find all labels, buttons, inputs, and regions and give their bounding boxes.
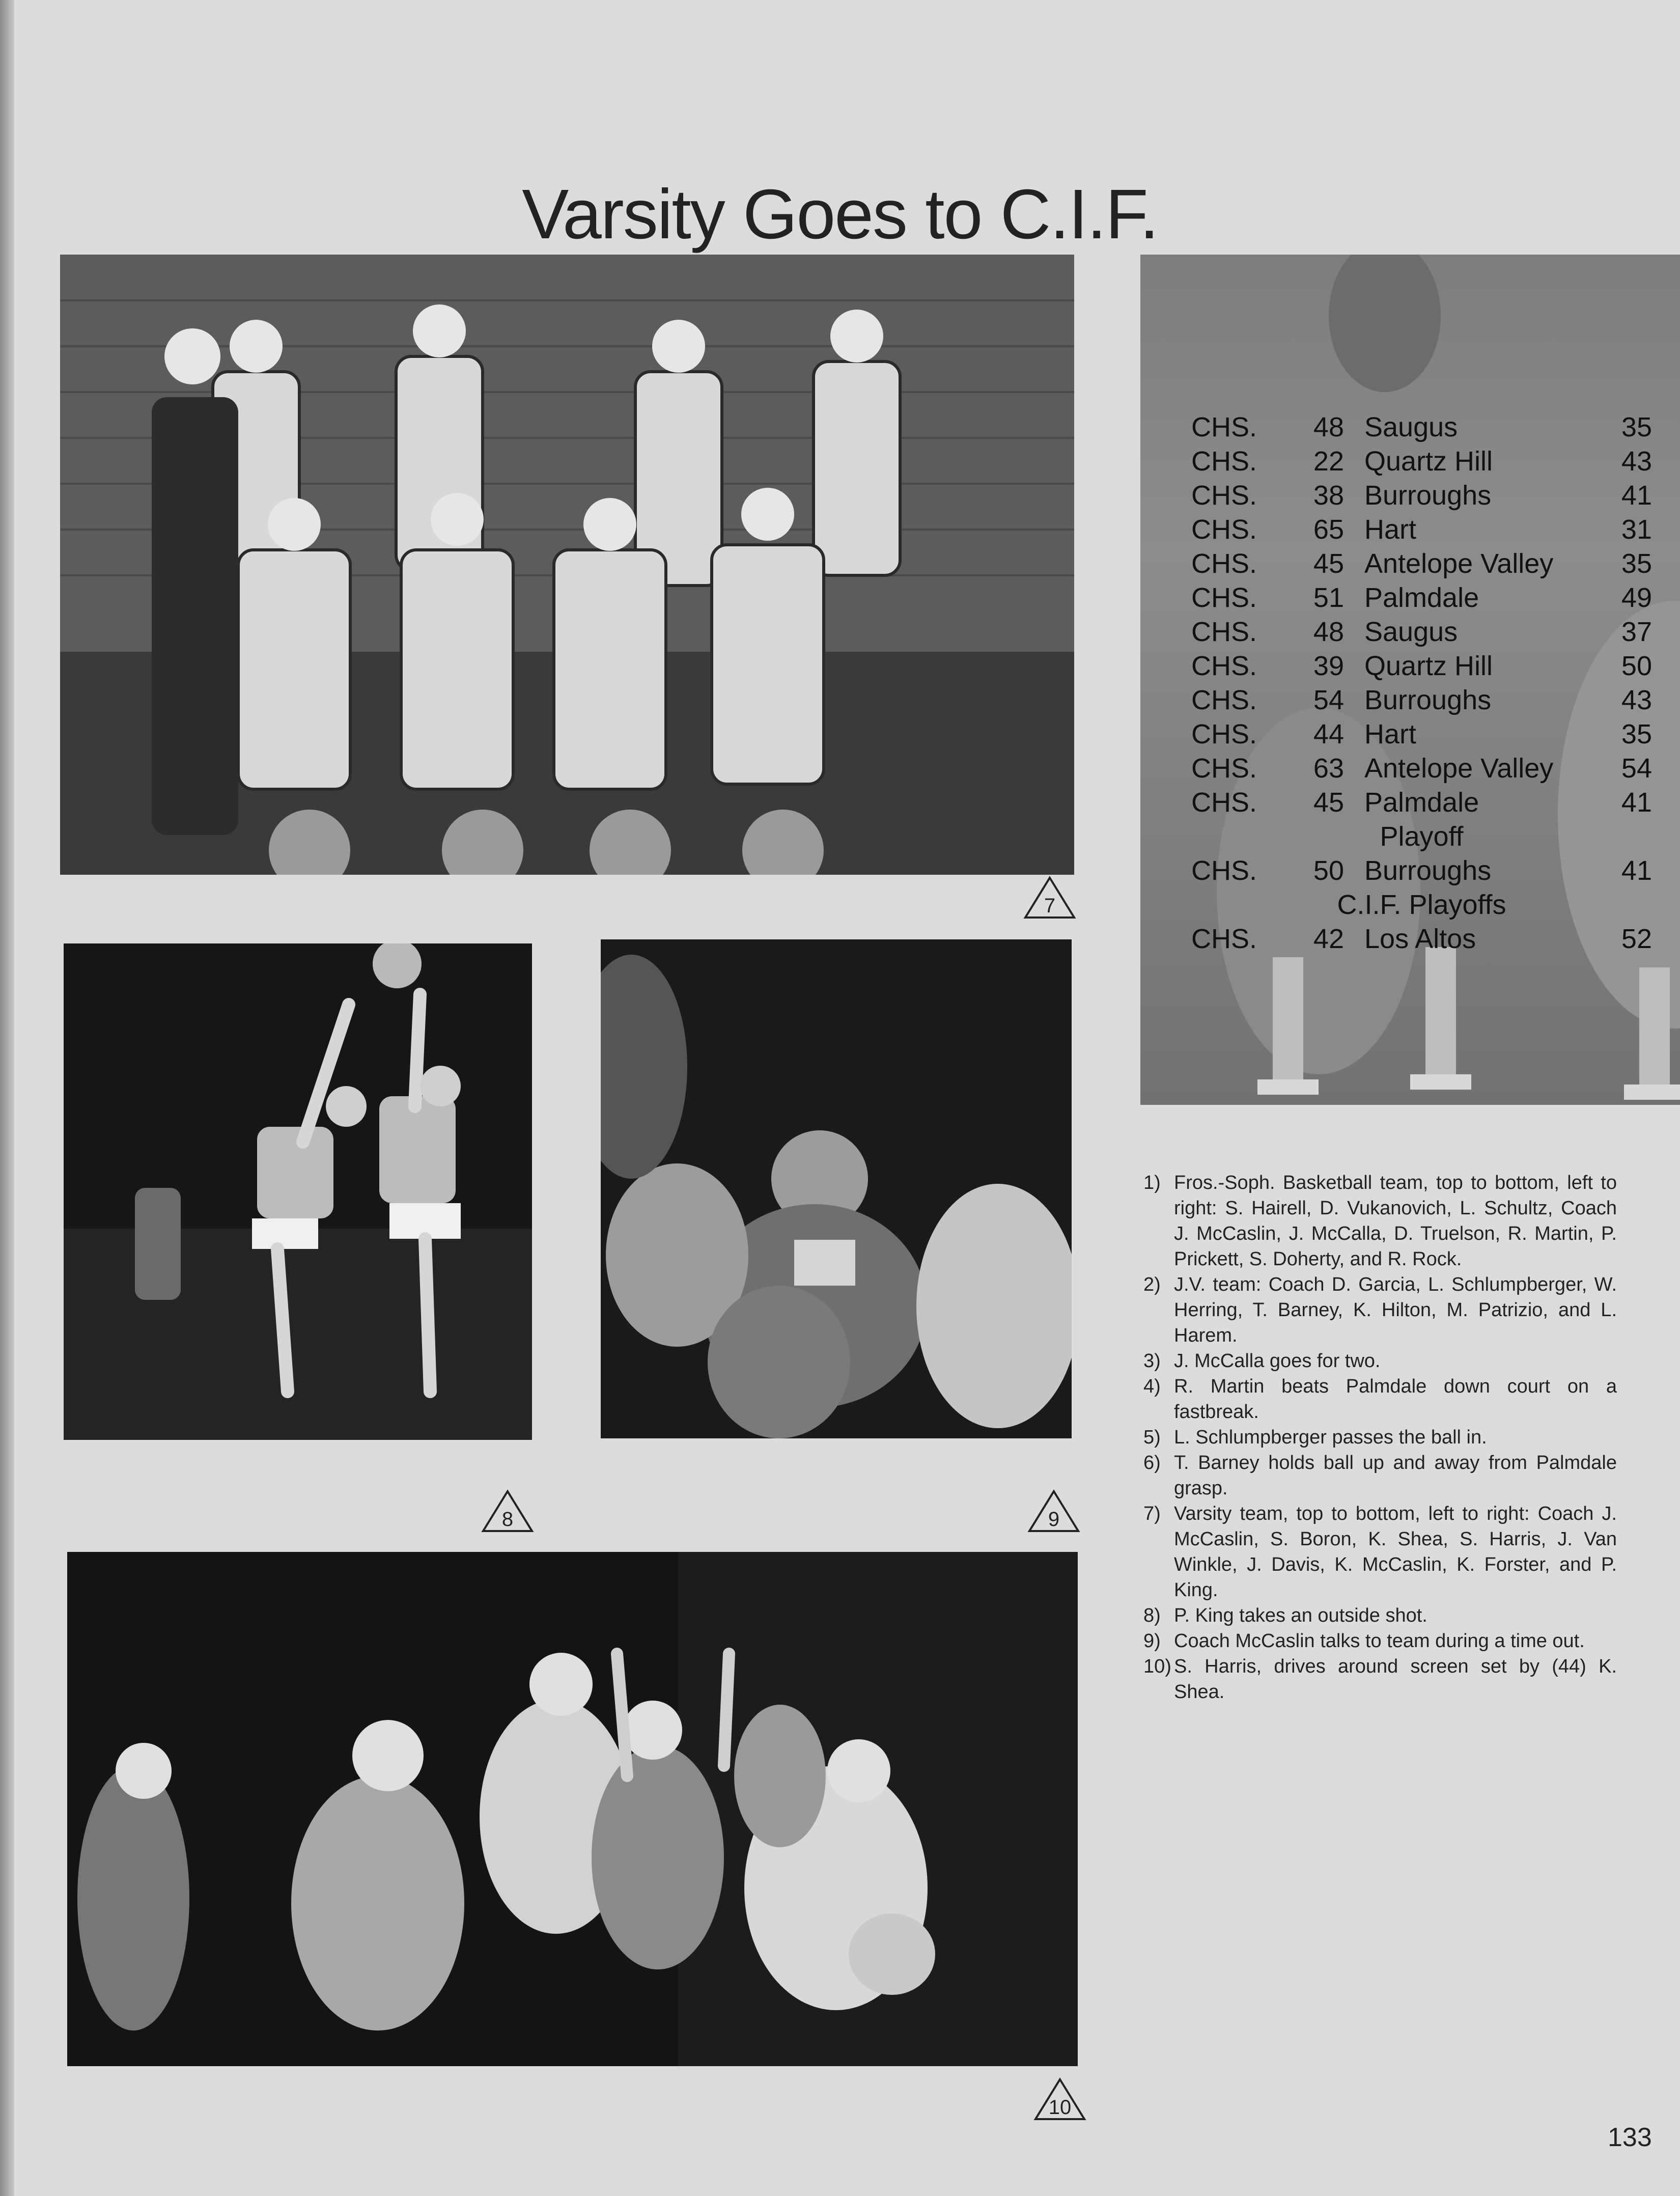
opponent-score: 37 <box>1621 616 1652 647</box>
opponent-score: 52 <box>1621 923 1652 954</box>
opponent-score: 43 <box>1621 446 1652 477</box>
team-name: CHS. <box>1191 514 1257 545</box>
team-name: CHS. <box>1191 582 1257 613</box>
team-name: CHS. <box>1191 923 1257 954</box>
caption-item <box>1143 1501 1617 1603</box>
opponent-name: Burroughs <box>1364 480 1492 511</box>
caption-item <box>1143 1603 1617 1628</box>
team-name: CHS. <box>1191 650 1257 681</box>
opponent-score: 41 <box>1621 855 1652 886</box>
game-row <box>1191 751 1652 785</box>
caption-item <box>1143 1425 1617 1450</box>
team-score: 45 <box>1313 787 1344 818</box>
opponent-name: Saugus <box>1364 411 1458 442</box>
caption-number: 7) <box>1143 1503 1161 1524</box>
opponent-name: Hart <box>1364 514 1417 545</box>
game-row <box>1191 512 1652 546</box>
playoff-heading-row <box>1191 819 1652 853</box>
caption-text: S. Harris, drives around screen set by (44) K. Shea. <box>1174 1656 1617 1703</box>
opponent-score: 35 <box>1621 548 1652 579</box>
caption-item <box>1143 1374 1617 1425</box>
photo-badge-10 <box>1033 2077 1086 2121</box>
caption-text: Varsity team, top to bottom, left to right: Coach J. McCaslin, S. Boron, K. Shea, S. Harris, J. Van Winkle, J. Davis, K. McCaslin, K. Forster, and P. King. <box>1174 1503 1617 1601</box>
game-row <box>1191 410 1652 444</box>
opponent-name: Antelope Valley <box>1364 753 1554 784</box>
opponent-score: 31 <box>1621 514 1652 545</box>
game-row <box>1191 649 1652 683</box>
opponent-score: 35 <box>1621 411 1652 442</box>
drive-around-screen-photo <box>67 1552 1078 2066</box>
outside-shot-photo <box>64 943 532 1440</box>
page-number: 133 <box>1608 2123 1652 2152</box>
varsity-team-photo <box>60 255 1074 875</box>
team-score: 48 <box>1313 411 1344 442</box>
caption-item <box>1143 1654 1617 1705</box>
game-row <box>1191 785 1652 819</box>
page-binding-edge <box>0 0 14 2196</box>
photo-badge-8 <box>481 1489 534 1533</box>
team-score: 44 <box>1313 718 1344 749</box>
caption-item <box>1143 1450 1617 1501</box>
opponent-score: 50 <box>1621 650 1652 681</box>
season-scoreboard <box>1140 255 1680 1105</box>
game-row <box>1191 546 1652 580</box>
caption-number: 2) <box>1143 1274 1161 1295</box>
caption-number: 9) <box>1143 1630 1161 1652</box>
caption-number: 1) <box>1143 1172 1161 1193</box>
caption-text: T. Barney holds ball up and away from Palmdale grasp. <box>1174 1452 1617 1499</box>
team-score: 38 <box>1313 480 1344 511</box>
opponent-score: 41 <box>1621 787 1652 818</box>
team-score: 50 <box>1313 855 1344 886</box>
cif-label: C.I.F. Playoffs <box>1337 889 1506 920</box>
opponent-score: 54 <box>1621 753 1652 784</box>
opponent-score: 49 <box>1621 582 1652 613</box>
team-score: 45 <box>1313 548 1344 579</box>
scores-table <box>1191 410 1652 956</box>
caption-number: 10) <box>1143 1656 1171 1677</box>
photo-badge-7 <box>1023 876 1076 920</box>
page-title: Varsity Goes to C.I.F. <box>522 175 1158 254</box>
caption-number: 4) <box>1143 1376 1161 1397</box>
caption-number: 3) <box>1143 1350 1161 1372</box>
team-name: CHS. <box>1191 548 1257 579</box>
caption-number: 5) <box>1143 1427 1161 1448</box>
game-row <box>1191 444 1652 478</box>
caption-item <box>1143 1348 1617 1374</box>
game-row <box>1191 717 1652 751</box>
team-score: 63 <box>1313 753 1344 784</box>
team-name: CHS. <box>1191 684 1257 715</box>
team-name: CHS. <box>1191 480 1257 511</box>
team-score: 65 <box>1313 514 1344 545</box>
team-name: CHS. <box>1191 411 1257 442</box>
game-row <box>1191 683 1652 717</box>
svg-text:10: 10 <box>1048 2096 1072 2119</box>
team-name: CHS. <box>1191 446 1257 477</box>
caption-item <box>1143 1628 1617 1654</box>
team-name: CHS. <box>1191 616 1257 647</box>
caption-item <box>1143 1272 1617 1348</box>
team-score: 39 <box>1313 650 1344 681</box>
team-score: 42 <box>1313 923 1344 954</box>
team-score: 22 <box>1313 446 1344 477</box>
opponent-name: Palmdale <box>1364 582 1479 613</box>
opponent-score: 35 <box>1621 718 1652 749</box>
timeout-photo <box>601 939 1072 1438</box>
svg-text:7: 7 <box>1044 895 1056 917</box>
caption-text: R. Martin beats Palmdale down court on a fastbreak. <box>1174 1376 1617 1423</box>
caption-text: J.V. team: Coach D. Garcia, L. Schlumpberger, W. Herring, T. Barney, K. Hilton, M. Patrizio, and L. Harem. <box>1174 1274 1617 1346</box>
opponent-name: Hart <box>1364 718 1417 749</box>
cif-game-row <box>1191 922 1652 956</box>
opponent-score: 41 <box>1621 480 1652 511</box>
playoff-label: Playoff <box>1380 821 1464 852</box>
caption-item <box>1143 1170 1617 1272</box>
caption-text: Coach McCaslin talks to team during a time out. <box>1174 1630 1585 1652</box>
opponent-name: Quartz Hill <box>1364 650 1493 681</box>
cif-heading-row <box>1191 887 1652 922</box>
caption-number: 6) <box>1143 1452 1161 1474</box>
team-name: CHS. <box>1191 753 1257 784</box>
photo-captions <box>1143 1170 1617 1705</box>
caption-text: L. Schlumpberger passes the ball in. <box>1174 1427 1487 1448</box>
svg-text:9: 9 <box>1048 1508 1060 1531</box>
opponent-name: Palmdale <box>1364 787 1479 818</box>
opponent-name: Los Altos <box>1364 923 1476 954</box>
opponent-name: Burroughs <box>1364 855 1492 886</box>
team-score: 54 <box>1313 684 1344 715</box>
playoff-game-row <box>1191 853 1652 887</box>
opponent-name: Burroughs <box>1364 684 1492 715</box>
caption-text: P. King takes an outside shot. <box>1174 1605 1427 1626</box>
caption-number: 8) <box>1143 1605 1161 1626</box>
team-name: CHS. <box>1191 787 1257 818</box>
svg-text:8: 8 <box>501 1508 514 1531</box>
opponent-score: 43 <box>1621 684 1652 715</box>
team-name: CHS. <box>1191 718 1257 749</box>
photo-badge-9 <box>1027 1489 1080 1533</box>
caption-text: Fros.-Soph. Basketball team, top to bottom, left to right: S. Hairell, D. Vukanovich, L. Schultz, Coach J. McCaslin, J. McCalla, D. Truelson, R. Martin, P. Prickett, S. Doherty, and R. Rock. <box>1174 1172 1617 1270</box>
game-row <box>1191 580 1652 615</box>
team-name: CHS. <box>1191 855 1257 886</box>
team-score: 51 <box>1313 582 1344 613</box>
caption-text: J. McCalla goes for two. <box>1174 1350 1381 1372</box>
opponent-name: Quartz Hill <box>1364 446 1493 477</box>
team-score: 48 <box>1313 616 1344 647</box>
game-row <box>1191 478 1652 512</box>
opponent-name: Saugus <box>1364 616 1458 647</box>
game-row <box>1191 615 1652 649</box>
opponent-name: Antelope Valley <box>1364 548 1554 579</box>
